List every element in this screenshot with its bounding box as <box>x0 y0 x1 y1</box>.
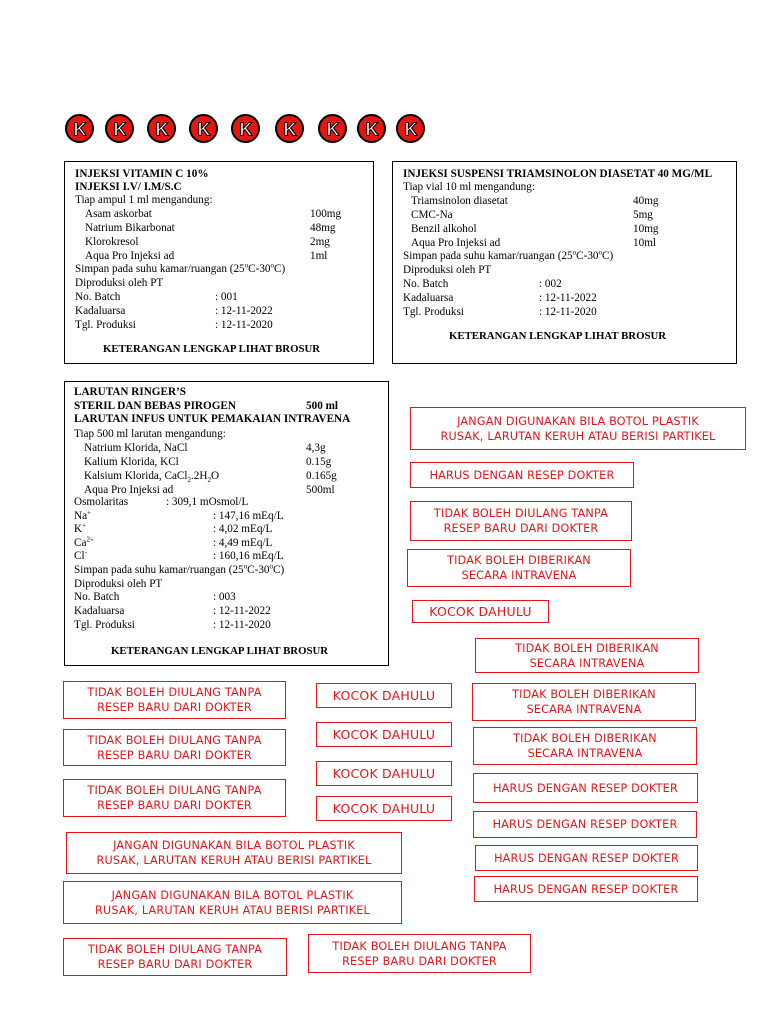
warning-label-kocok <box>316 683 452 708</box>
ingredient-name: Aqua Pro Injeksi ad <box>85 250 175 262</box>
label-line: JANGAN DIGUNAKAN BILA BOTOL PLASTIK <box>113 839 355 852</box>
production-date-value: : 12-11-2020 <box>539 306 597 318</box>
ingredient-name: Natrium Bikarbonat <box>85 222 175 234</box>
svg-text:K: K <box>197 119 210 139</box>
label-line: TIDAK BOLEH DIBERIKAN <box>513 732 657 745</box>
ion-value: : 147,16 mEq/L <box>213 510 284 522</box>
circle-k-icon <box>396 114 425 143</box>
label-line: KOCOK DAHULU <box>332 727 436 742</box>
osmolarity-label: Osmolaritas <box>74 496 129 508</box>
production-date-label: Tgl. Produksi <box>74 619 135 631</box>
brochure-note: KETERANGAN LENGKAP LIHAT BROSUR <box>449 330 667 342</box>
volume: 500 ml <box>306 400 339 412</box>
expiry-label: Kadaluarsa <box>403 292 454 304</box>
svg-text:K: K <box>404 119 417 139</box>
ingredient-name: Kalsium Klorida, $CaCl_2.2H_2O$ <box>84 470 220 485</box>
warning-label-intravena <box>475 638 699 673</box>
label-line: KOCOK DAHULU <box>332 766 436 781</box>
circle-k-icon <box>65 114 94 143</box>
label-line: TIDAK BOLEH DIULANG TANPA <box>87 686 262 699</box>
warning-label-diulang <box>63 779 286 817</box>
ingredient-qty: 40mg <box>633 195 659 207</box>
warning-label-intravena <box>472 683 696 721</box>
label-line: KOCOK DAHULU <box>332 688 436 703</box>
warning-label-kocok <box>316 796 452 821</box>
expiry-value: : 12-11-2022 <box>215 305 273 317</box>
warning-label-intravena <box>473 727 697 765</box>
label-line: SECARA INTRAVENA <box>526 703 642 716</box>
ion-label: Na+ <box>74 508 91 522</box>
storage-note: Simpan pada suhu kamar/ruangan (25$^o$C-30$^o$C) <box>75 261 286 275</box>
warning-label-intravena <box>407 549 631 587</box>
warning-label-resep-dokter <box>410 462 634 488</box>
ingredient-qty: 500ml <box>306 484 335 496</box>
ingredient-name: Kalium Klorida, KCl <box>84 456 179 468</box>
title: LARUTAN RINGER’S <box>74 386 186 398</box>
label-line: TIDAK BOLEH DIULANG TANPA <box>87 943 263 956</box>
label-line: TIDAK BOLEH DIULANG TANPA <box>87 733 262 747</box>
label-line: RUSAK, LARUTAN KERUH ATAU BERISI PARTIKEL <box>96 854 372 867</box>
warning-label-diulang <box>63 681 286 719</box>
ion-value: : 160,16 mEq/L <box>213 550 284 562</box>
warning-label-resep-dokter <box>474 876 698 902</box>
warning-label-diulang <box>63 729 286 766</box>
label-line: KOCOK DAHULU <box>429 604 532 619</box>
batch-label: No. Batch <box>75 291 121 303</box>
brochure-note: KETERANGAN LENGKAP LIHAT BROSUR <box>111 645 329 657</box>
ingredient-name: Triamsinolon diasetat <box>411 195 508 207</box>
label-line: SECARA INTRAVENA <box>527 747 643 760</box>
label-line: SECARA INTRAVENA <box>461 569 577 582</box>
warning-label-diulang <box>308 934 531 973</box>
brochure-note: KETERANGAN LENGKAP LIHAT BROSUR <box>103 343 321 355</box>
label-line: JANGAN DIGUNAKAN BILA BOTOL PLASTIK <box>111 888 354 902</box>
storage-note: Simpan pada suhu kamar/ruangan (25$^o$C-30$^o$C) <box>403 248 614 262</box>
usage-title: LARUTAN INFUS UNTUK PEMAKAIAN INTRAVENA <box>74 413 351 425</box>
label-line: RESEP BARU DARI DOKTER <box>97 799 252 812</box>
label-box-triamsinolon <box>392 161 737 364</box>
ingredient-name: Benzil alkohol <box>411 223 477 235</box>
batch-label: No. Batch <box>403 278 449 290</box>
producer: Diproduksi oleh PT <box>403 264 492 276</box>
production-date-value: : 12-11-2020 <box>215 319 273 331</box>
composition-intro: Tiap ampul 1 ml mengandung: <box>75 194 213 206</box>
production-date-value: : 12-11-2020 <box>213 619 271 631</box>
ion-label: $Ca^{2+}$ <box>74 535 94 549</box>
circle-k-icon <box>231 114 260 143</box>
warning-label-kocok <box>412 600 549 623</box>
expiry-label: Kadaluarsa <box>74 605 125 617</box>
warning-label-jangan-digunakan <box>66 832 402 874</box>
label-line: TIDAK BOLEH DIBERIKAN <box>512 688 656 701</box>
subtitle: STERIL DAN BEBAS PIROGEN <box>74 400 236 412</box>
ingredient-name: CMC-Na <box>411 209 453 221</box>
warning-label-kocok <box>316 722 452 747</box>
batch-label: No. Batch <box>74 591 120 603</box>
warning-label-resep-dokter <box>475 845 698 871</box>
svg-text:K: K <box>365 119 378 139</box>
ingredient-name: Aqua Pro Injeksi ad <box>84 484 174 496</box>
label-line: TIDAK BOLEH DIULANG TANPA <box>433 507 609 520</box>
batch-value: : 003 <box>213 591 236 603</box>
label-line: TIDAK BOLEH DIBERIKAN <box>515 641 659 655</box>
ingredient-qty: 2mg <box>310 236 330 248</box>
producer: Diproduksi oleh PT <box>75 277 164 289</box>
circle-k-icon <box>357 114 386 143</box>
warning-label-jangan-digunakan <box>410 407 746 450</box>
label-box-ringer <box>64 381 389 666</box>
label-line: TIDAK BOLEH DIULANG TANPA <box>332 939 507 953</box>
label-line: RUSAK, LARUTAN KERUH ATAU BERISI PARTIKEL <box>440 429 716 443</box>
producer: Diproduksi oleh PT <box>74 578 163 590</box>
title: INJEKSI SUSPENSI TRIAMSINOLON DIASETAT 40 MG/ML <box>403 168 713 180</box>
warning-label-kocok <box>316 761 452 786</box>
label-line: KOCOK DAHULU <box>332 801 436 816</box>
circle-k-icon <box>318 114 347 143</box>
svg-text:K: K <box>113 119 126 139</box>
label-line: RESEP BARU DARI DOKTER <box>97 958 253 971</box>
ingredient-qty: 100mg <box>310 208 342 220</box>
ion-value: : 4,49 mEq/L <box>213 537 273 549</box>
circle-k-icon <box>147 114 176 143</box>
label-line: TIDAK BOLEH DIULANG TANPA <box>87 784 262 797</box>
production-date-label: Tgl. Produksi <box>75 319 136 331</box>
batch-value: : 002 <box>539 278 562 290</box>
label-line: RESEP BARU DARI DOKTER <box>342 954 497 968</box>
subtitle: INJEKSI I.V/ I.M/S.C <box>75 181 182 193</box>
label-line: HARUS DENGAN RESEP DOKTER <box>492 818 678 831</box>
label-line: HARUS DENGAN RESEP DOKTER <box>429 468 615 482</box>
label-line: HARUS DENGAN RESEP DOKTER <box>493 882 679 896</box>
warning-label-resep-dokter <box>473 773 698 803</box>
label-line: HARUS DENGAN RESEP DOKTER <box>493 781 678 795</box>
label-line: TIDAK BOLEH DIBERIKAN <box>447 554 591 567</box>
warning-label-diulang <box>63 938 287 976</box>
ingredient-name: Klorokresol <box>85 236 139 248</box>
ingredient-qty: 0.165g <box>306 470 337 482</box>
osmolarity-value: : 309,1 mOsmol/L <box>166 496 249 508</box>
svg-text:K: K <box>73 119 86 139</box>
storage-note: Simpan pada suhu kamar/ruangan (25$^o$C-30$^o$C) <box>74 562 285 576</box>
ion-label: Cl- <box>74 548 87 562</box>
ingredient-qty: 1ml <box>310 250 328 262</box>
label-line: HARUS DENGAN RESEP DOKTER <box>494 851 679 865</box>
label-line: RESEP BARU DARI DOKTER <box>97 748 252 762</box>
label-line: RESEP BARU DARI DOKTER <box>443 522 599 535</box>
label-box-vitamin-c <box>64 161 374 364</box>
ingredient-qty: 4,3g <box>306 442 326 454</box>
svg-text:K: K <box>155 119 168 139</box>
warning-label-resep-dokter <box>473 811 697 838</box>
circle-k-icon <box>189 114 218 143</box>
svg-text:K: K <box>283 119 296 139</box>
warning-label-jangan-digunakan <box>63 881 402 924</box>
warning-label-diulang <box>410 501 632 541</box>
ingredient-qty: 10ml <box>633 237 656 249</box>
label-line: JANGAN DIGUNAKAN BILA BOTOL PLASTIK <box>457 414 699 428</box>
label-line: RESEP BARU DARI DOKTER <box>97 701 252 714</box>
ion-value: : 4,02 mEq/L <box>213 523 273 535</box>
circle-k-icon <box>275 114 304 143</box>
svg-text:K: K <box>326 119 339 139</box>
label-line: SECARA INTRAVENA <box>529 656 645 670</box>
title: INJEKSI VITAMIN C 10% <box>75 168 209 180</box>
production-date-label: Tgl. Produksi <box>403 306 464 318</box>
svg-text:K: K <box>239 119 252 139</box>
label-line: RUSAK, LARUTAN KERUH ATAU BERISI PARTIKEL <box>95 903 370 917</box>
expiry-label: Kadaluarsa <box>75 305 126 317</box>
expiry-value: : 12-11-2022 <box>539 292 597 304</box>
composition-intro: Tiap vial 10 ml mengandung: <box>403 181 535 193</box>
ingredient-qty: 48mg <box>310 222 336 234</box>
ingredient-qty: 5mg <box>633 209 653 221</box>
circle-k-icon <box>105 114 134 143</box>
ingredient-qty: 10mg <box>633 223 659 235</box>
batch-value: : 001 <box>215 291 238 303</box>
expiry-value: : 12-11-2022 <box>213 605 271 617</box>
ingredient-name: Natrium Klorida, NaCl <box>84 442 188 454</box>
ingredient-qty: 0.15g <box>306 456 332 468</box>
ingredient-name: Asam askorbat <box>85 208 152 220</box>
ion-label: K+ <box>74 521 87 535</box>
ingredient-name: Aqua Pro Injeksi ad <box>411 237 501 249</box>
composition-intro: Tiap 500 ml larutan mengandung: <box>74 428 226 440</box>
